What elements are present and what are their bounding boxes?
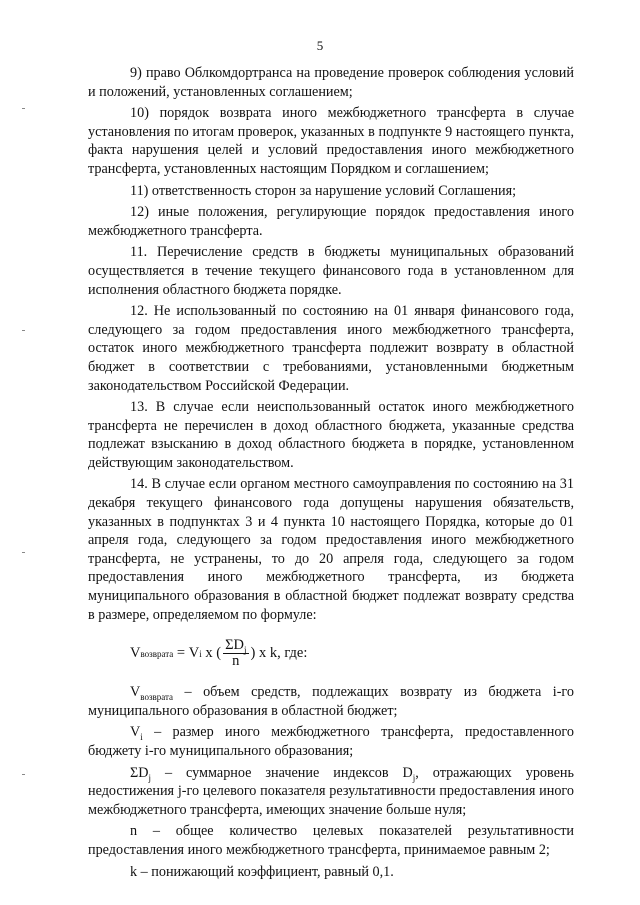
scan-edge-mark (22, 552, 25, 553)
def1-sub: возврата (140, 692, 174, 703)
return-formula: V возврата = V i x ( $\frac{\Sigma D_j}{n}$ ) x k, где: (130, 637, 308, 670)
formula-numerator-text: ΣD (225, 637, 244, 654)
formula-v: V (130, 645, 141, 662)
def3-sub: j (148, 772, 152, 783)
def2-symbol: V (130, 724, 141, 741)
page-number: 5 (316, 38, 324, 53)
def3-text-sub: j (412, 772, 416, 783)
scan-edge-mark (22, 330, 25, 331)
formula-eq: = (173, 645, 189, 662)
def2-text: – размер иного межбюджетного трансферта, предоставленного бюджету i-го муниципального образования; (88, 724, 574, 759)
document-body (88, 64, 574, 884)
definition-vi (88, 723, 574, 760)
formula-denominator: n (232, 653, 240, 670)
def1-symbol: V (130, 684, 141, 701)
scan-edge-mark (22, 774, 25, 775)
def3-text-a: – суммарное значение индексов D (151, 764, 413, 781)
def3-text-b: , отражающих уровень недостижения j-го целевого показателя результативности предоставления иного межбюджетного трансферта, имеющих значение больше нуля; (88, 764, 574, 818)
definition-n: n – общее количество целевых показателей результативности предоставления иного межбюджетного трансферта, принимаемое равным 2; (88, 823, 574, 858)
formula-numerator-sub: j (243, 645, 247, 656)
paragraph-item-12: 12) иные положения, регулирующие порядок предоставления иного межбюджетного трансферта. (88, 204, 574, 239)
formula-tail: ) x k, где: (250, 645, 308, 662)
section-14: 14. В случае если органом местного самоуправления по состоянию на 31 декабря текущего финансового года допущены нарушения обязательств, указанных в подпунктах 3 и 4 пункта 10 настоящего Порядка, которые до 01 апреля года, следующего за годом предоставления иного межбюджетного трансферта, не устранены, то до 20 апреля года, следующего за годом предоставления иного межбюджетного трансферта, из бюджета муниципального образования в областной бюджет подлежат возврату средства в размере, определяемом по формуле: (88, 476, 574, 623)
scan-edge-mark (22, 108, 25, 109)
formula-times: x ( (201, 645, 222, 662)
formula-numerator (223, 638, 248, 654)
def1-text: – объем средств, подлежащих возврату из бюджета i-го муниципального образования в областной бюджет; (88, 684, 574, 719)
definition-k: k – понижающий коэффициент, равный 0,1. (130, 863, 394, 880)
paragraph-item-9: 9) право Облкомдортранса на проведение проверок соблюдения условий и положений, установленных соглашением; (88, 65, 574, 100)
formula-fraction (223, 638, 248, 669)
formula-vi: V (188, 645, 200, 662)
section-12: 12. Не использованный по состоянию на 01 января финансового года, следующего за годом предоставления иного межбюджетного трансферта, остаток иного межбюджетного трансферта подлежит возврату в областной бюджет в соответствии с требованиями, установленными бюджетным законодательством Российской Федерации. (88, 303, 574, 394)
section-13: 13. В случае если неиспользованный остаток иного межбюджетного трансферта не перечислен в доход областного бюджета, указанные средства подлежат взысканию в доход областного бюджета в порядке, установленном действующим законодательством. (88, 399, 574, 471)
section-11: 11. Перечисление средств в бюджеты муниципальных образований осуществляется в течение текущего финансового года в установленном для исполнения областного бюджета порядке. (88, 244, 574, 298)
def2-sub: i (140, 732, 143, 743)
paragraph-item-10: 10) порядок возврата иного межбюджетного трансферта в случае установления по итогам проверок, указанных в подпункте 9 настоящего пункта, факта нарушения целей и условий предоставления иного межбюджетного трансферта, установленных настоящим Порядком и соглашением; (88, 105, 574, 177)
definition-v-return (88, 683, 574, 720)
paragraph-item-11: 11) ответственность сторон за нарушение условий Соглашения; (130, 182, 517, 199)
def3-symbol: ΣD (130, 764, 149, 781)
definition-sum-dj (88, 764, 574, 820)
